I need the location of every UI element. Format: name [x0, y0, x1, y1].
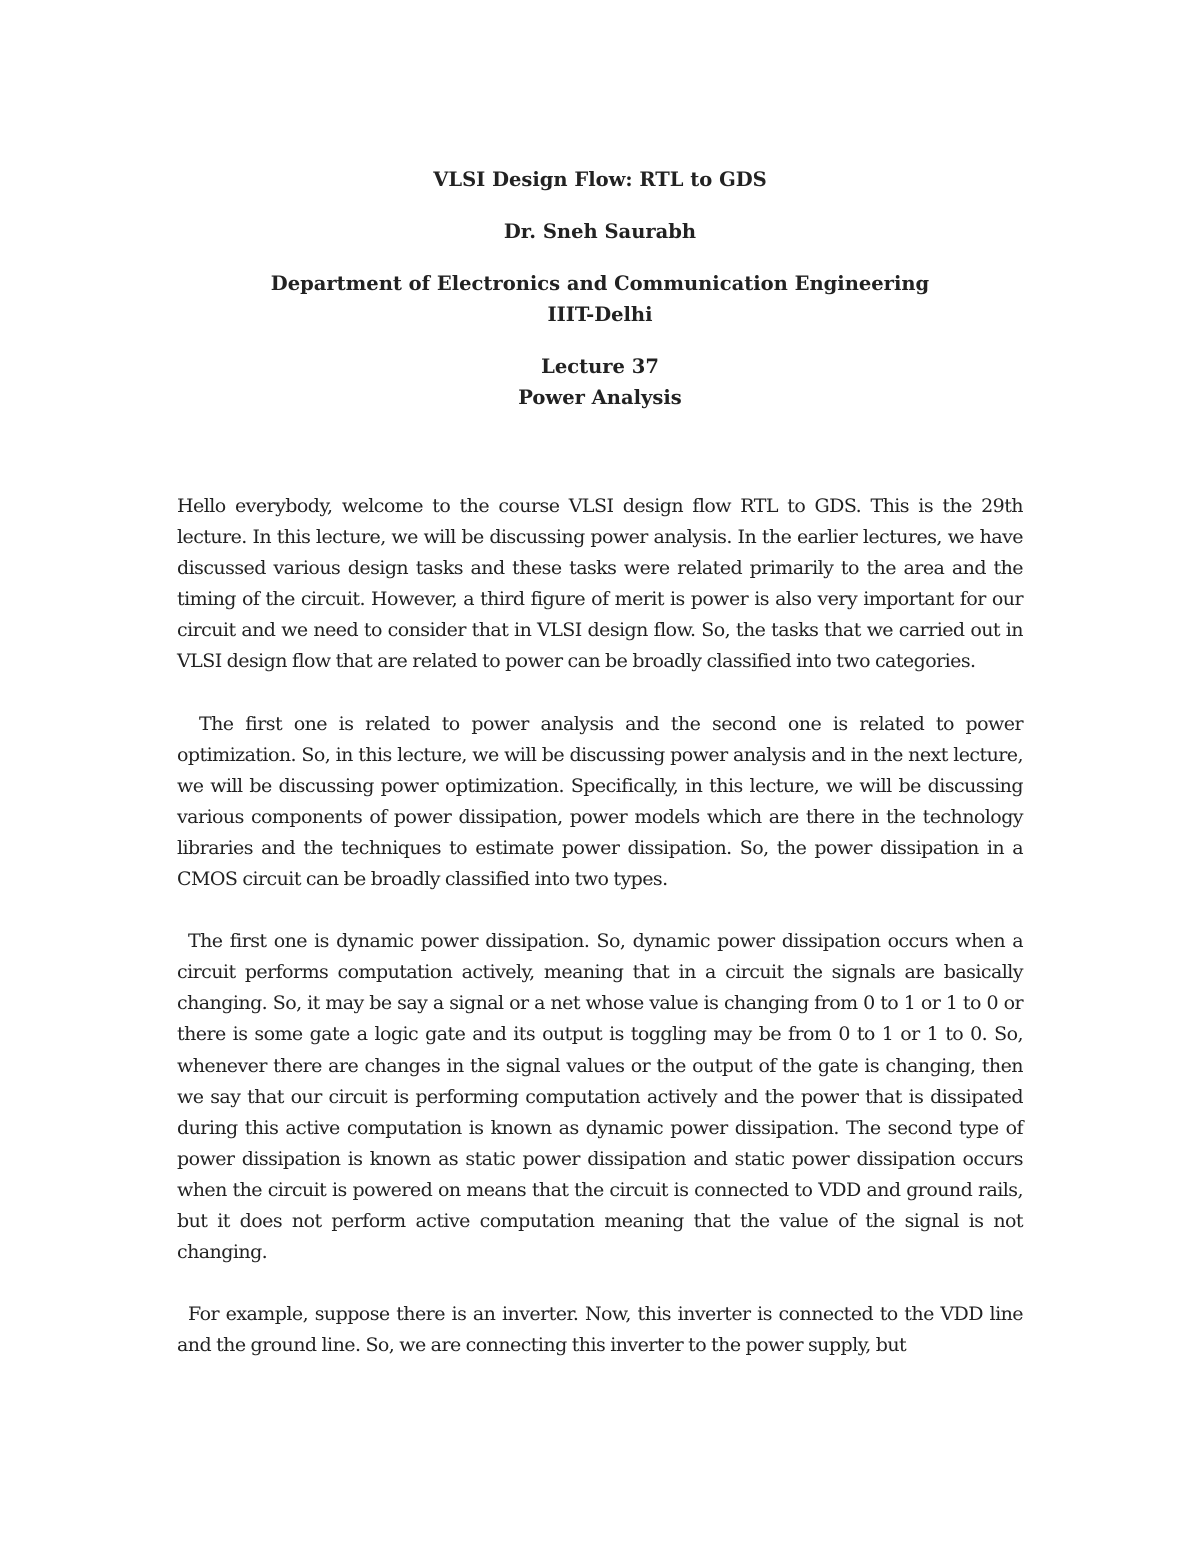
- author-name: Dr. Sneh Saurabh: [503, 220, 697, 243]
- paragraph: The first one is dynamic power dissipation. So, dynamic power dissipation occurs when a circuit performs computation actively, meaning that in a circuit the signals are basically changing. So, it may be say a signal or a net whose value is changing from 0 to 1 or 1 to 0 or there is some gate a logic gate and its output is toggling may be from 0 to 1 or 1 to 0. So, whenever there are changes in the signal values or the output of the gate is changing, then we say that our circuit is performing computation actively and the power that is dissipated during this active computation is known as dynamic power dissipation. The second type of power dissipation is known as static power dissipation and static power dissipation occurs when the circuit is powered on means that the circuit is connected to VDD and ground rails, but it does not perform active computation meaning that the value of the signal is not changing.: [177, 930, 1023, 1264]
- institute-name: IIIT-Delhi: [547, 303, 653, 326]
- paragraph: For example, suppose there is an inverter. Now, this inverter is connected to the VDD line and the ground line. So, we are connecting this inverter to the power supply, but: [177, 1303, 1023, 1357]
- transcript-body: [177, 491, 1023, 1361]
- paragraph: The first one is related to power analysis and the second one is related to power optimization. So, in this lecture, we will be discussing power analysis and in the next lecture, we will be discussing power optimization. Specifically, in this lecture, we will be discussing various components of power dissipation, power models which are there in the technology libraries and the techniques to estimate power dissipation. So, the power dissipation in a CMOS circuit can be broadly classified into two types.: [177, 712, 1023, 891]
- department-name: Department of Electronics and Communication Engineering: [270, 272, 930, 295]
- lecture-number: Lecture 37: [541, 355, 659, 378]
- lecture-topic: Power Analysis: [518, 386, 682, 409]
- document-header: [0, 164, 1200, 413]
- paragraph: Hello everybody, welcome to the course VLSI design flow RTL to GDS. This is the 29th lecture. In this lecture, we will be discussing power analysis. In the earlier lectures, we have discussed various design tasks and these tasks were related primarily to the area and the timing of the circuit. However, a third figure of merit is power is also very important for our circuit and we need to consider that in VLSI design flow. So, the tasks that we carried out in VLSI design flow that are related to power can be broadly classified into two categories.: [177, 495, 1023, 673]
- course-title: VLSI Design Flow: RTL to GDS: [433, 168, 767, 191]
